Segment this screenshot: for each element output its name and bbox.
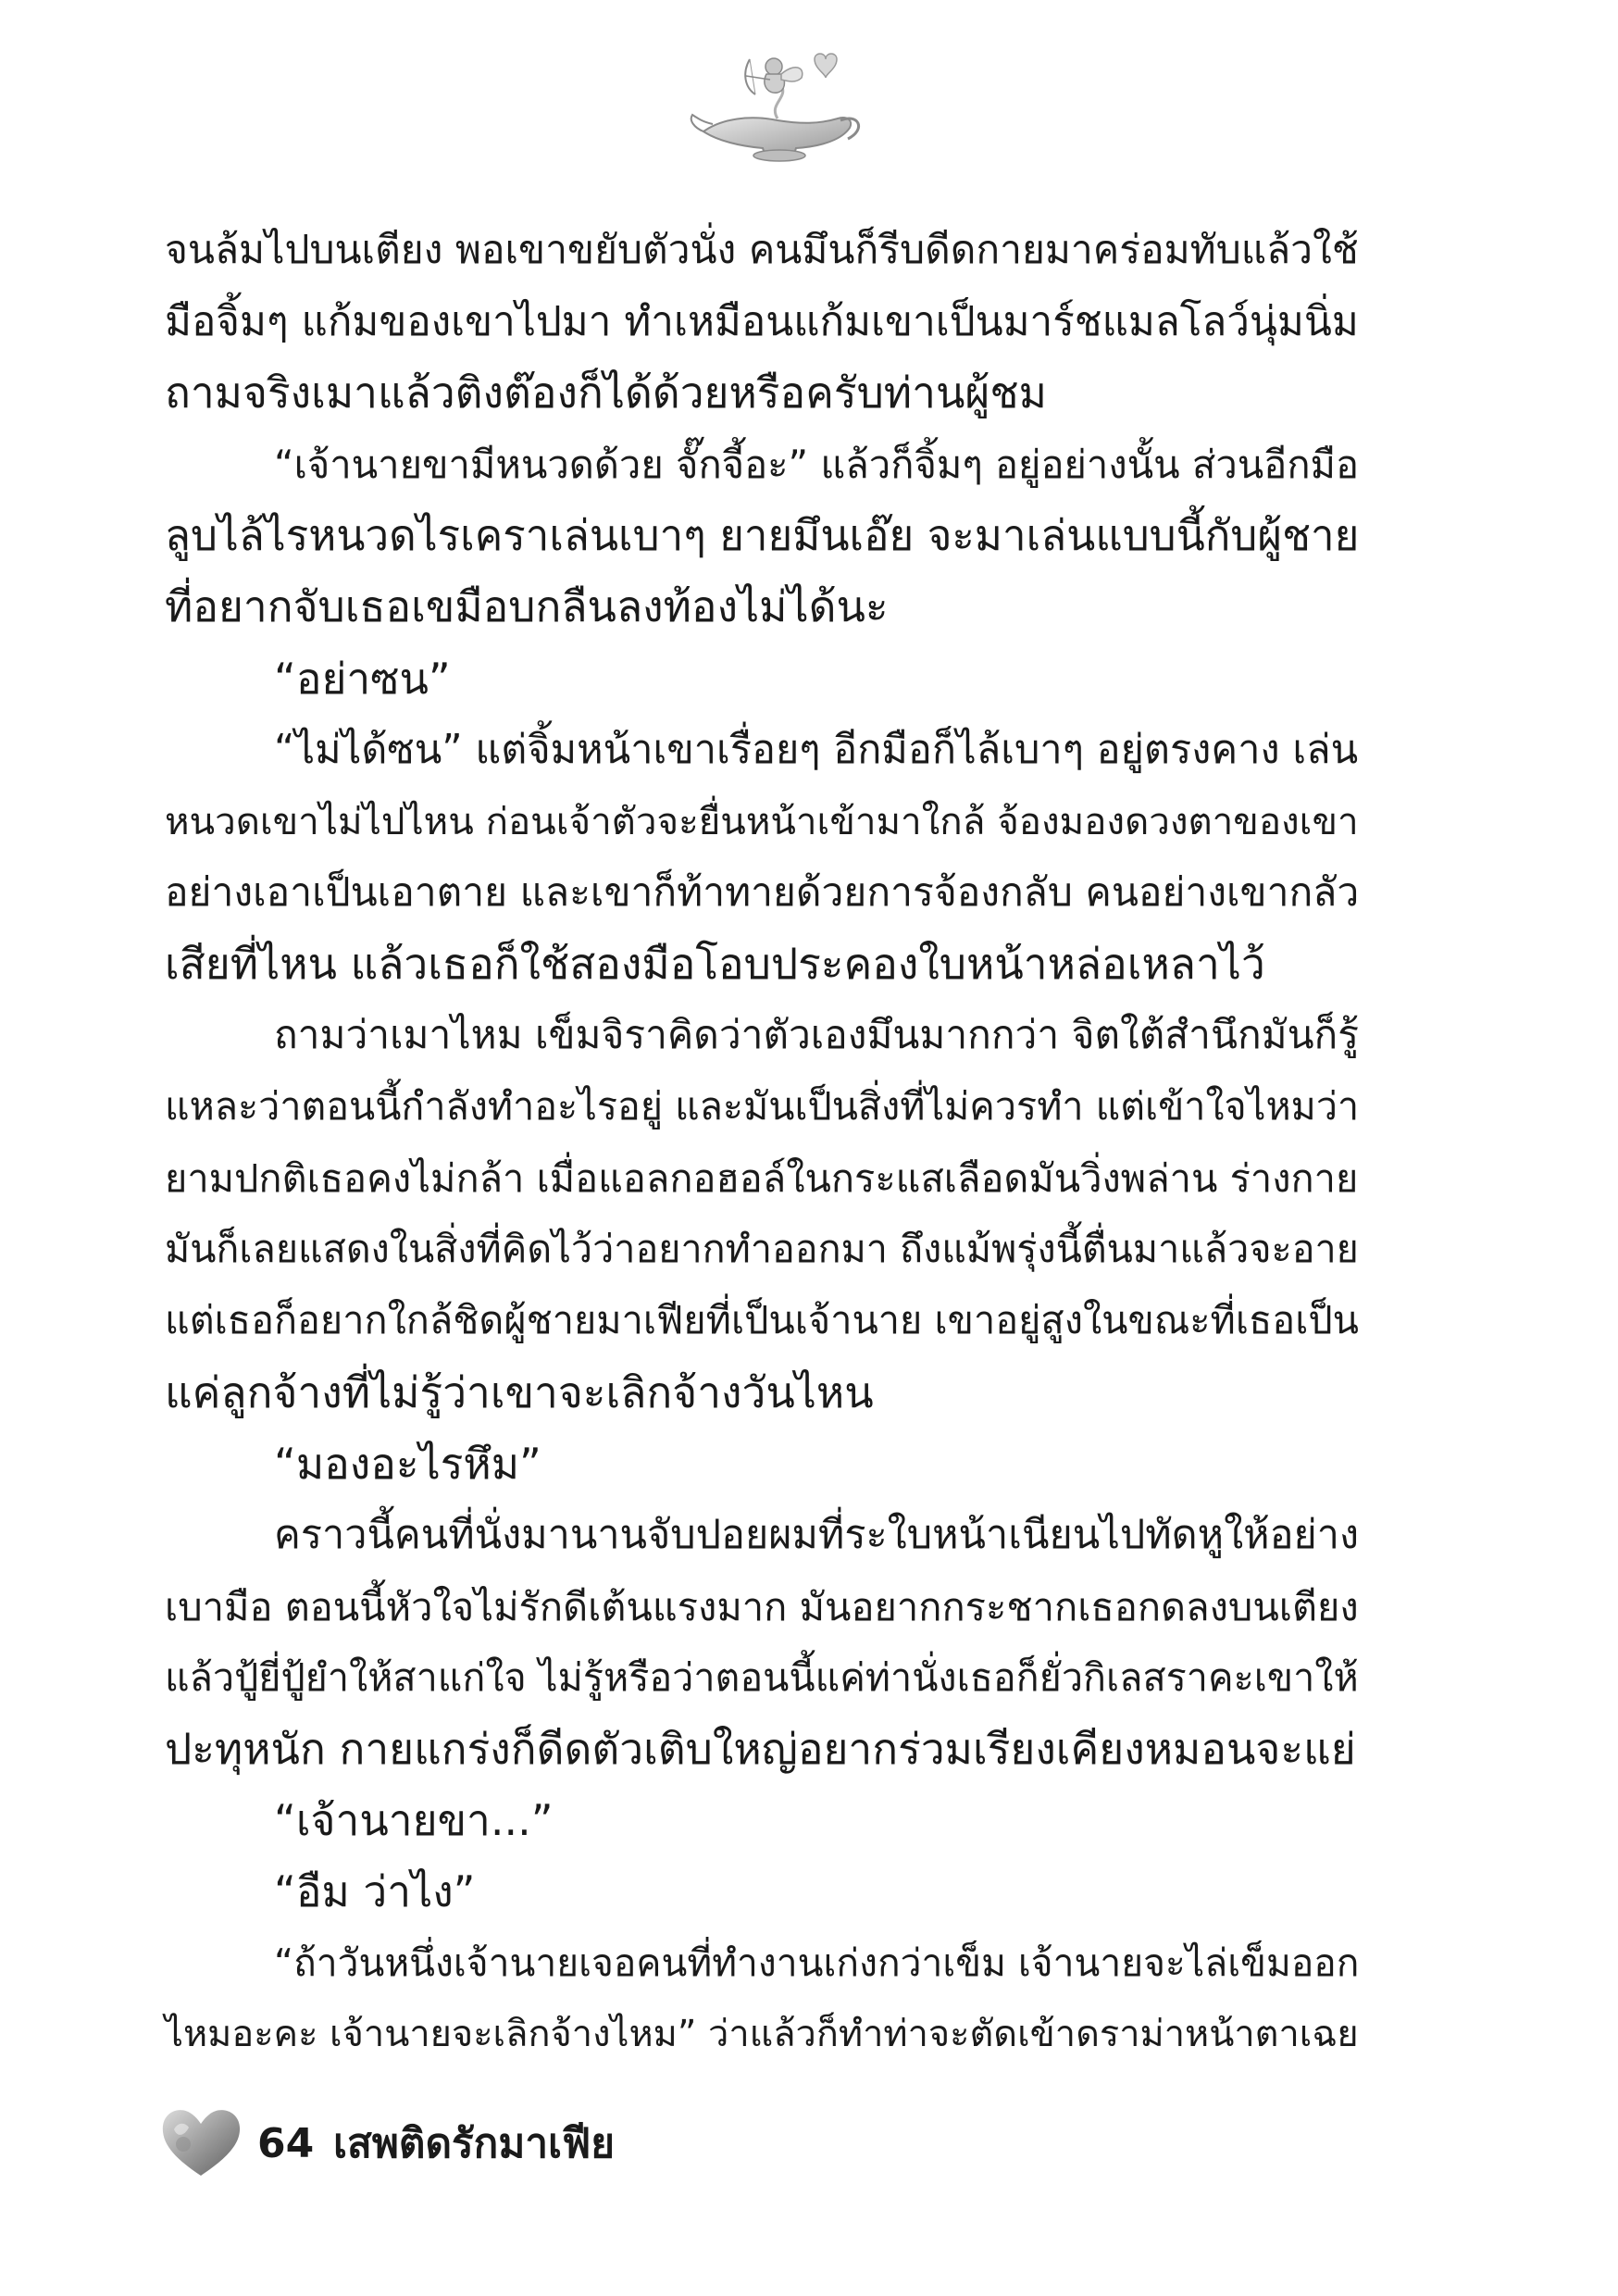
text-line: เบามือ ตอนนี้หัวใจไม่รักดีเต้นแรงมาก มันอยากกระชากเธอกดลงบนเตียง <box>165 1583 1359 1629</box>
text-line: แล้วปู้ยี่ปู้ยำให้สาแก่ใจ ไม่รู้หรือว่าตอนนี้แค่ท่านั่งเธอก็ยั่วกิเลสราคะเขาให้ <box>165 1654 1359 1700</box>
text-line: ถามว่าเมาไหม เข็มจิราคิดว่าตัวเองมึนมากกว่า จิตใต้สำนึกมันก็รู้ <box>274 1013 1360 1059</box>
chapter-body-text <box>165 215 1359 2070</box>
text-line: หนวดเขาไม่ไปไหน ก่อนเจ้าตัวจะยื่นหน้าเข้ามาใกล้ จ้องมองดวงตาของเขา <box>165 799 1359 843</box>
text-line: ถามจริงเมาแล้วติงต๊องก็ได้ด้วยหรือครับท่านผู้ชม <box>165 368 1047 418</box>
text-line: เสียที่ไหน แล้วเธอก็ใช้สองมือโอบประคองใบหน้าหล่อเหลาไว้ <box>165 938 1265 989</box>
text-line: ปะทุหนัก กายแกร่งก็ดีดตัวเติบใหญ่อยากร่วมเรียงเคียงหมอนจะแย่ <box>165 1723 1356 1774</box>
header-ornament-icon <box>685 46 870 167</box>
text-line: จนล้มไปบนเตียง พอเขาขยับตัวนั่ง คนมึนก็รีบดีดกายมาคร่อมทับแล้วใช้ <box>165 228 1359 273</box>
text-line: แต่เธอก็อยากใกล้ชิดผู้ชายมาเฟียที่เป็นเจ้านาย เขาอยู่สูงในขณะที่เธอเป็น <box>165 1298 1359 1343</box>
text-line: ลูบไล้ไรหนวดไรเคราเล่นเบาๆ ยายมึนเอ๊ย จะมาเล่นแบบนี้กับผู้ชาย <box>165 511 1360 561</box>
text-line: “เจ้านายขามีหนวดด้วย จั๊กจี้อะ” แล้วก็จิ้มๆ อยู่อย่างนั้น ส่วนอีกมือ <box>274 442 1360 488</box>
text-line: “อย่าซน” <box>274 653 451 704</box>
text-line: อย่างเอาเป็นเอาตาย และเขาก็ท้าทายด้วยการจ้องกลับ คนอย่างเขากลัว <box>165 869 1360 916</box>
text-line: “เจ้านายขา...” <box>274 1795 554 1846</box>
book-title: เสพติดรักมาเฟีย <box>333 2120 616 2167</box>
text-line: มือจิ้มๆ แก้มของเขาไปมา ทำเหมือนแก้มเขาเป็นมาร์ชแมลโลว์นุ่มนิ่ม <box>165 298 1359 346</box>
text-line: ไหมอะคะ เจ้านายจะเลิกจ้างไหม” ว่าแล้วก็ทำท่าจะตัดเข้าดราม่าหน้าตาเฉย <box>165 2013 1359 2056</box>
text-line: “มองอะไรหึม” <box>274 1438 541 1489</box>
text-line: มันก็เลยแสดงในสิ่งที่คิดไว้ว่าอยากทำออกมา ถึงแม้พรุ่งนี้ตื่นมาแล้วจะอาย <box>165 1227 1359 1272</box>
text-line: “ไม่ได้ซน” แต่จิ้มหน้าเขาเรื่อยๆ อีกมือก็ไล้เบาๆ อยู่ตรงคาง เล่น <box>274 726 1359 773</box>
cupid-lamp-icon <box>685 46 870 167</box>
page-footer <box>157 2102 898 2185</box>
heart-icon <box>157 2102 245 2180</box>
text-line: แหละว่าตอนนี้กำลังทำอะไรอยู่ และมันเป็นสิ่งที่ไม่ควรทำ แต่เข้าใจไหมว่า <box>165 1084 1360 1129</box>
text-line: คราวนี้คนที่นั่งมานานจับปอยผมที่ระใบหน้าเนียนไปทัดหูให้อย่าง <box>274 1511 1360 1558</box>
text-line: ที่อยากจับเธอเขมือบกลืนลงท้องไม่ได้นะ <box>165 581 889 632</box>
text-line: ยามปกติเธอคงไม่กล้า เมื่อแอลกอฮอล์ในกระแสเลือดมันวิ่งพล่าน ร่างกาย <box>165 1155 1359 1202</box>
text-line: แค่ลูกจ้างที่ไม่รู้ว่าเขาจะเลิกจ้างวันไหน <box>165 1366 874 1417</box>
text-line: “อืม ว่าไง” <box>274 1866 476 1917</box>
text-line: “ถ้าวันหนึ่งเจ้านายเจอคนที่ทำงานเก่งกว่าเข็ม เจ้านายจะไล่เข็มออก <box>274 1940 1360 1986</box>
page-number: 64 <box>257 2120 315 2167</box>
